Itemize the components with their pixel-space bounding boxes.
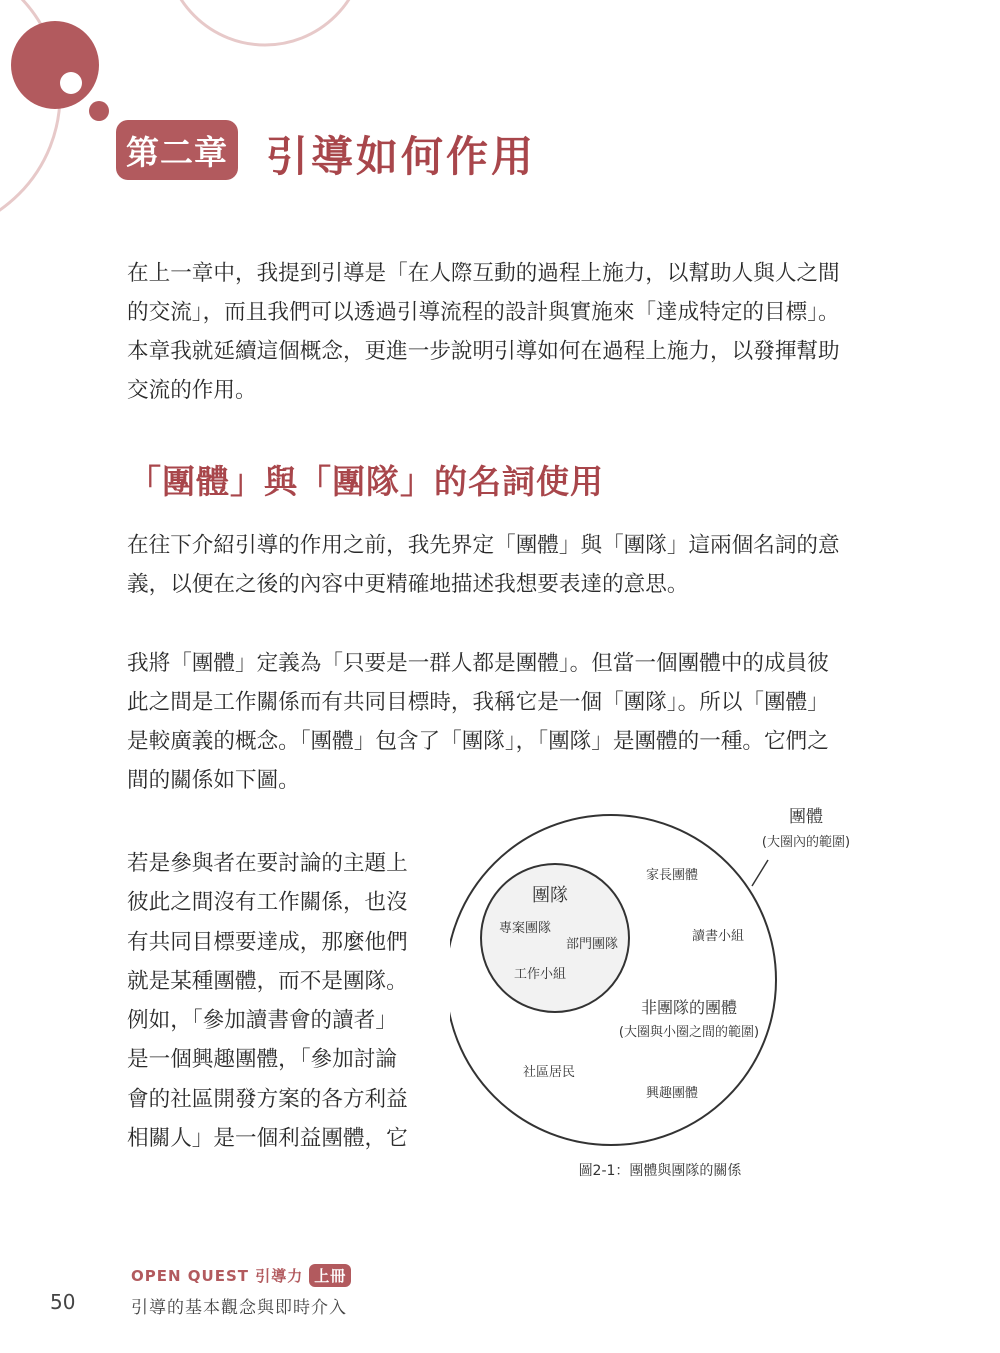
inner-item-work-group: 工作小組	[513, 967, 567, 982]
inner-item-department-team: 部門團隊	[565, 937, 619, 952]
group-team-diagram	[450, 800, 870, 1160]
paragraph-group-team: 我將「團體」定義為「只要是一群人都是團體」。但當一個團體中的成員彼此之間是工作關係而有共同目標時，我稱它是一個「團隊」。所以「團體」是較廣義的概念。「團體」包含了「團隊」，「團隊」是團體的一種。它們之間的關係如下圖。	[127, 651, 829, 793]
outer-sublabel: (大圈內的範圍)	[761, 835, 851, 850]
large-outline-arc	[165, 0, 365, 45]
outer-label: 團體	[789, 807, 823, 827]
filled-red-circle	[11, 21, 99, 109]
section-heading: 「團體」與「團隊」的名詞使用	[128, 462, 604, 501]
page-number: 50	[50, 1290, 76, 1314]
non-team-sublabel: (大圈與小圈之間的範圍)	[618, 1025, 760, 1040]
chapter-title: 引導如何作用	[266, 132, 537, 181]
volume-badge: 上冊	[309, 1264, 351, 1287]
footer-brand	[131, 1264, 351, 1287]
paragraph-definitions: 在往下介紹引導的作用之前，我先界定「團體」與「團隊」這兩個名詞的意義，以便在之後的內容中更精確地描述我想要表達的意思。	[127, 533, 840, 597]
small-red-dot	[89, 101, 109, 121]
inner-item-project-team: 專案團隊	[498, 921, 552, 936]
outer-label-pointer	[752, 860, 768, 886]
figure-caption: 圖2-1：團體與團隊的關係	[578, 1163, 742, 1179]
paragraph-side: 若是參與者在要討論的主題上彼此之間沒有工作關係，也沒有共同目標要達成，那麼他們就是某種團體，而不是團隊。例如，「參加讀書會的讀者」是一個興趣團體，「參加討論會的社區開發方案的各方利益相關人」是一個利益團體，它	[127, 851, 408, 1152]
outer-item-community-residents: 社區居民	[522, 1065, 576, 1080]
outer-item-interest-group: 興趣團體	[645, 1086, 699, 1101]
outer-item-reading-group: 讀書小組	[691, 929, 745, 944]
intro-paragraph: 在上一章中，我提到引導是「在人際互動的過程上施力，以幫助人與人之間的交流」，而且我們可以透過引導流程的設計與實施來「達成特定的目標」。本章我就延續這個概念，更進一步說明引導如何在過程上施力，以發揮幫助交流的作用。	[127, 261, 840, 403]
white-dot	[60, 72, 82, 94]
footer-brand-text: OPEN QUEST 引導力	[131, 1267, 304, 1285]
non-team-label: 非團隊的團體	[640, 998, 738, 1017]
outer-item-parents-group: 家長團體	[645, 868, 699, 883]
inner-label: 團隊	[532, 885, 568, 906]
footer-subtitle: 引導的基本觀念與即時介入	[131, 1298, 347, 1318]
chapter-badge: 第二章	[116, 120, 238, 180]
